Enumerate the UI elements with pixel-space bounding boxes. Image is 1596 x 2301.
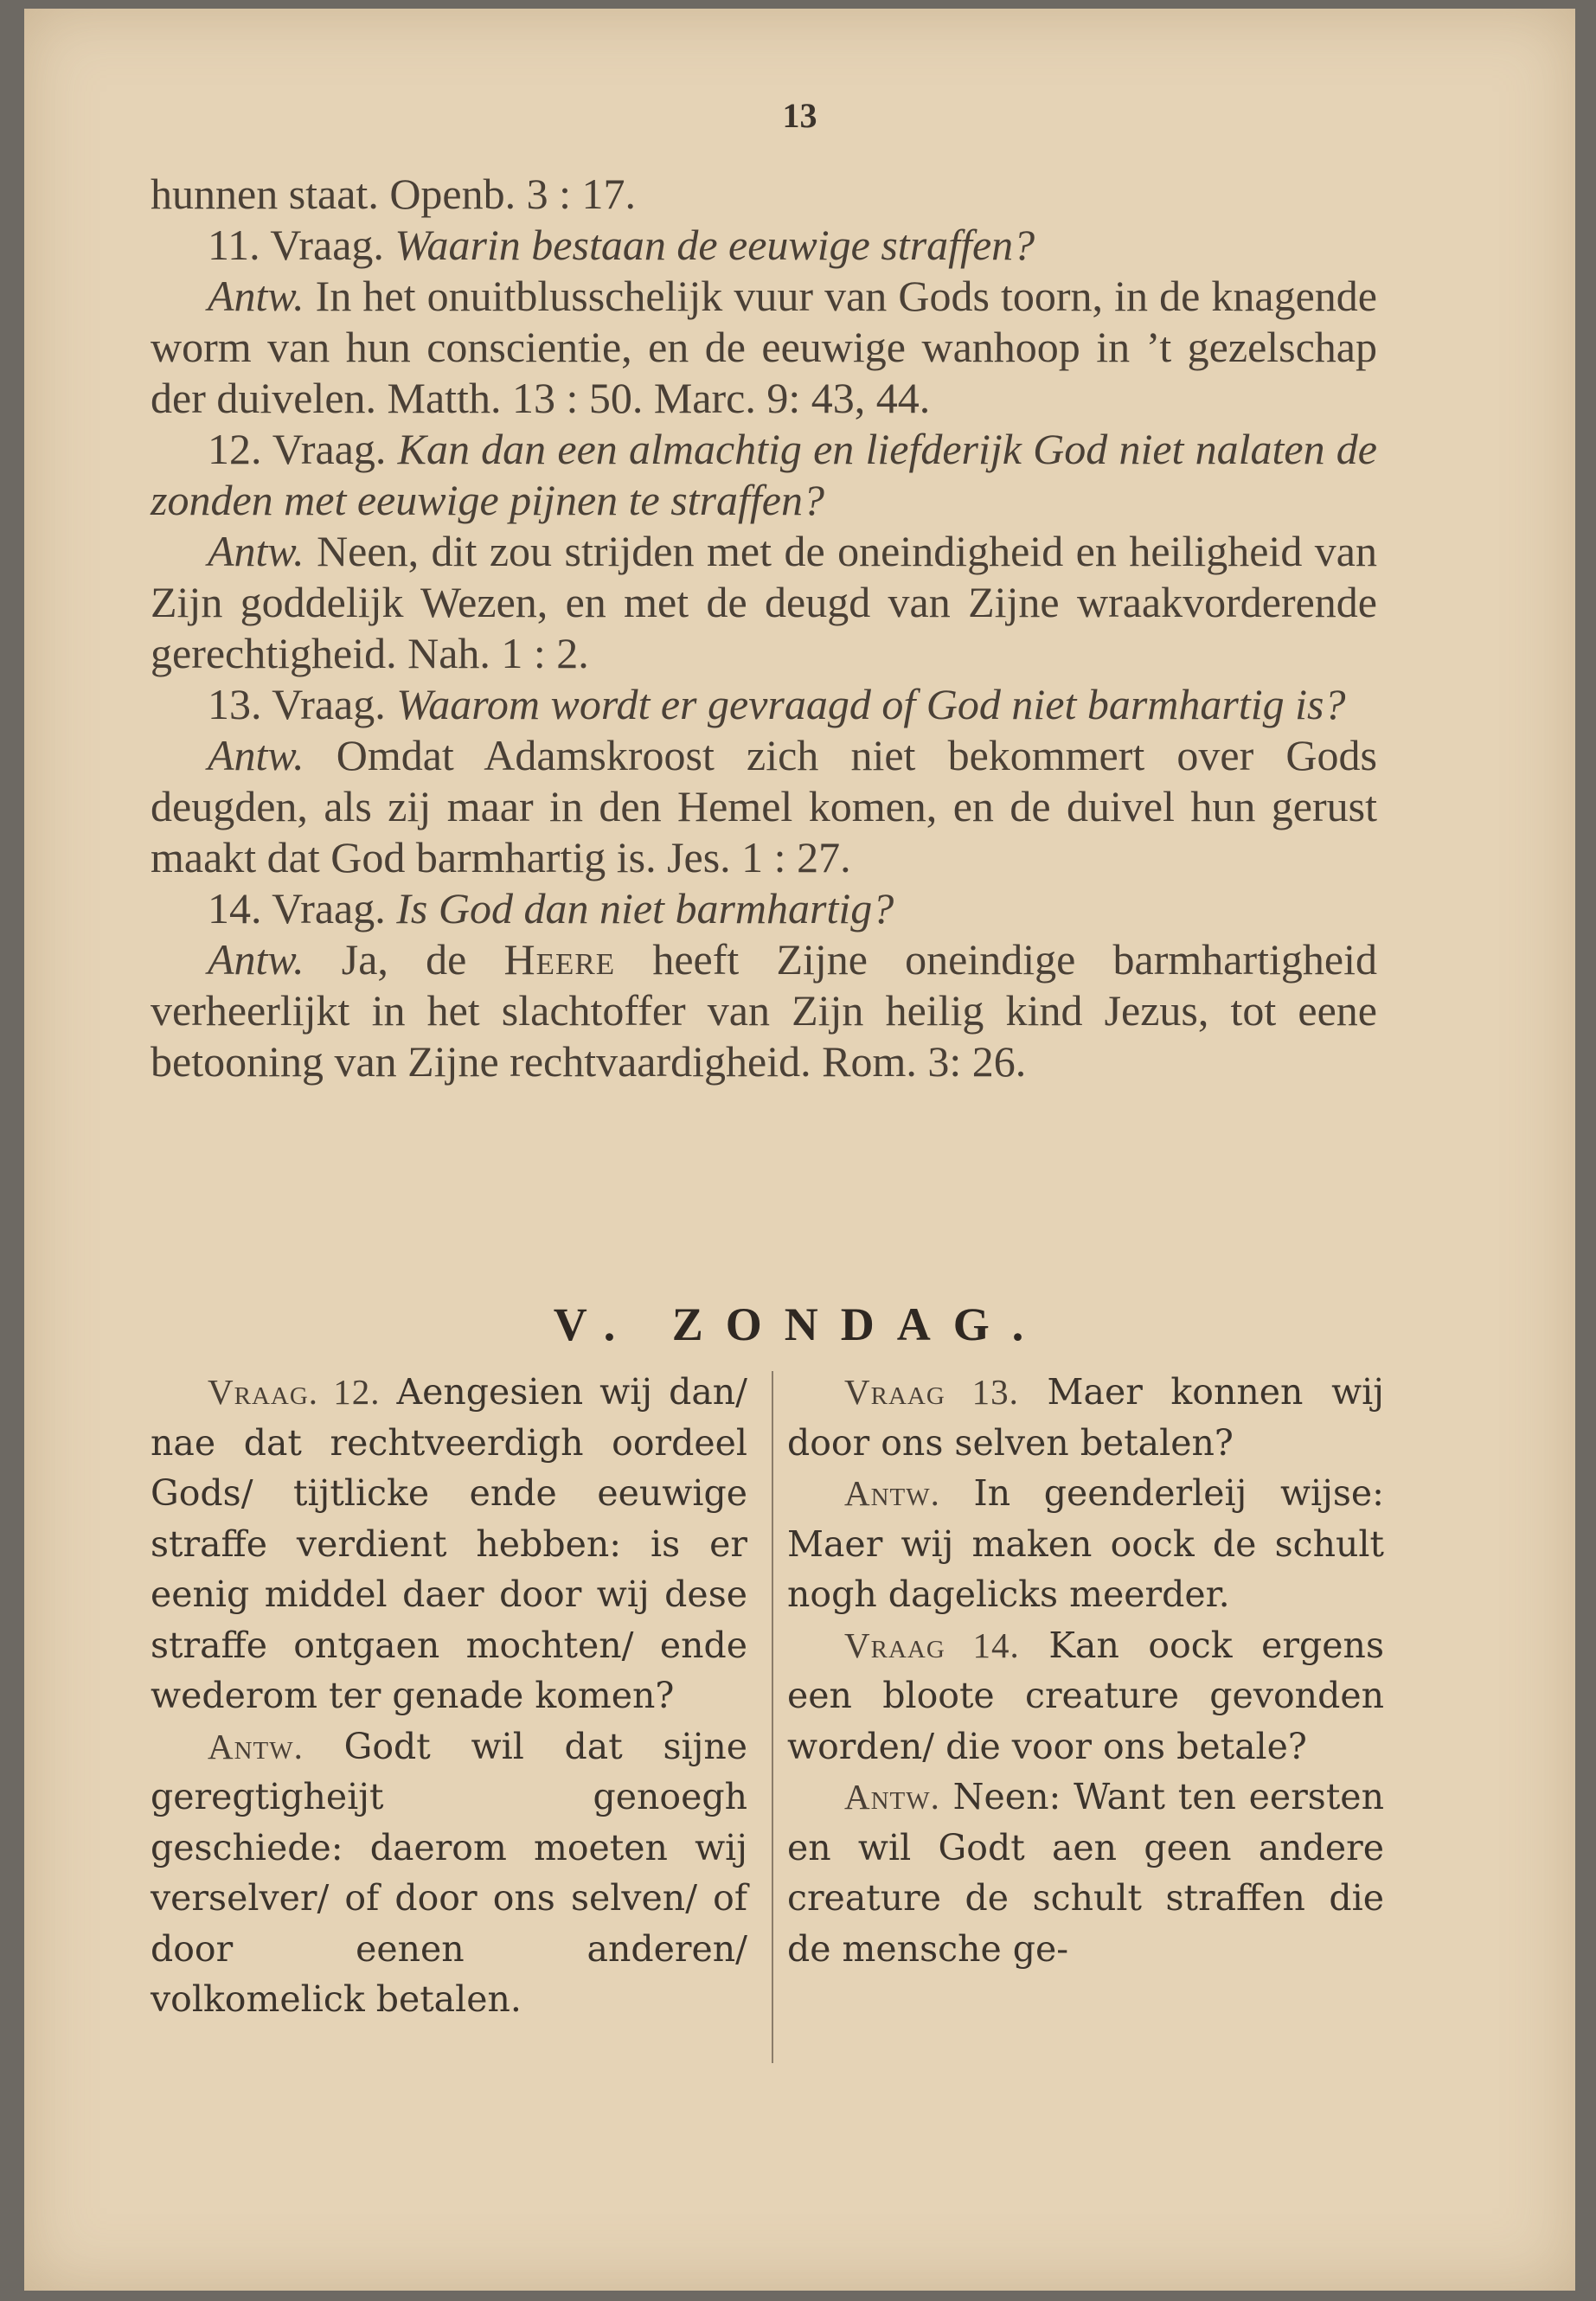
answer-13-text: Omdat Adamskroost zich niet bekommert over Gods deugden, als zij maar in den Hemel komen, en de duivel hun gerust maakt dat God barmhartig is. Jes. 1 : 27. [151,731,1377,881]
question-14-number: 14. Vraag. [208,884,386,933]
paragraph-1 [151,169,1377,220]
answer-14 [151,934,1377,1087]
answer-12 [151,526,1377,679]
right-answer-14-text: Neen: Want ten eersten en wil Godt aen geen andere creature de schult straffen die de mensche ge- [787,1776,1384,1970]
question-12-number: 12. Vraag. [208,425,387,473]
right-answer-14 [787,1772,1384,1974]
answer-11 [151,271,1377,424]
answer-12-label: Antw. [208,527,304,575]
question-12 [151,424,1377,526]
book-page [24,9,1575,2291]
question-11 [151,220,1377,271]
page-number: 13 [782,96,817,135]
body-text [151,169,1377,1087]
right-answer-13 [787,1468,1384,1620]
question-11-number: 11. Vraag. [208,221,384,269]
p1-text: hunnen staat. Openb. 3 : 17. [151,170,637,218]
column-divider [772,1371,773,2063]
answer-13-label: Antw. [208,731,304,779]
question-14 [151,883,1377,934]
right-question-13-text: Maer konnen wij door ons selven betalen? [787,1371,1384,1464]
answer-11-text: In het onuitblusschelijk vuur van Gods toorn, in de knagende worm van hun conscientie, en de eeuwige wanhoop in ’t gezelschap der duivelen. Matth. 13 : 50. Marc. 9: 43, 44. [151,272,1377,422]
question-14-text: Is God dan niet barmhartig? [396,884,894,933]
left-answer-label: Antw. [208,1726,304,1766]
right-question-14-label: Vraag 14. [844,1625,1020,1665]
right-question-14-text: Kan oock ergens een bloote creature gevonden worden/ die voor ons betale? [787,1624,1384,1767]
right-question-13 [787,1367,1384,1468]
right-question-13-label: Vraag 13. [844,1372,1019,1412]
answer-14-label: Antw. [208,935,304,984]
right-answer-13-text: In geenderleij wijse: Maer wij maken oock de schult nogh dagelicks meerder. [787,1472,1384,1615]
question-11-text: Waarin bestaan de eeuwige straffen? [394,221,1035,269]
right-column [787,1367,1384,1974]
left-question-label: Vraag. 12. [208,1372,381,1412]
question-13-number: 13. Vraag. [208,680,386,728]
question-12-text: Kan dan een almachtig en liefderijk God niet nalaten de zonden met eeuwige pijnen te straffen? [151,425,1378,524]
answer-12-text: Neen, dit zou strijden met de oneindigheid en heiligheid van Zijn goddelijk Wezen, en met de deugd van Zijne wraakvorderende gerechtigheid. Nah. 1 : 2. [151,527,1378,677]
section-title: V. ZONDAG. [553,1298,1047,1350]
answer-14-heere: Heere [503,935,616,984]
answer-13 [151,730,1377,883]
left-column [151,1367,747,2025]
left-answer-text: Godt wil dat sijne geregtigheijt genoegh geschiede: daerom moeten wij verselver/ of door ons selven/ of door eenen anderen/ volkomelick betalen. [151,1725,747,2020]
right-question-14 [787,1620,1384,1772]
answer-11-label: Antw. [208,272,304,320]
question-13 [151,679,1377,730]
right-answer-14-label: Antw. [844,1777,940,1817]
right-answer-13-label: Antw. [844,1473,940,1513]
left-question-text: Aengesien wij dan/ nae dat rechtveerdigh oordeel Gods/ tijtlicke ende eeuwige straffe verdient hebben: is er eenig middel daer door wij dese straffe ontgaen mochten/ ende wederom ter genade komen? [151,1371,747,1716]
answer-14-text-a: Ja, de [341,935,467,984]
question-13-text: Waarom wordt er gevraagd of God niet barmhartig is? [396,680,1346,728]
answer-14-text-b: heeft Zijne oneindige barmhartigheid verheerlijkt in het slachtoffer van Zijn heilig kind Jezus, tot eene betooning van Zijne rechtvaardigheid. Rom. 3: 26. [151,935,1377,1086]
left-question [151,1367,747,1721]
left-answer [151,1721,747,2025]
